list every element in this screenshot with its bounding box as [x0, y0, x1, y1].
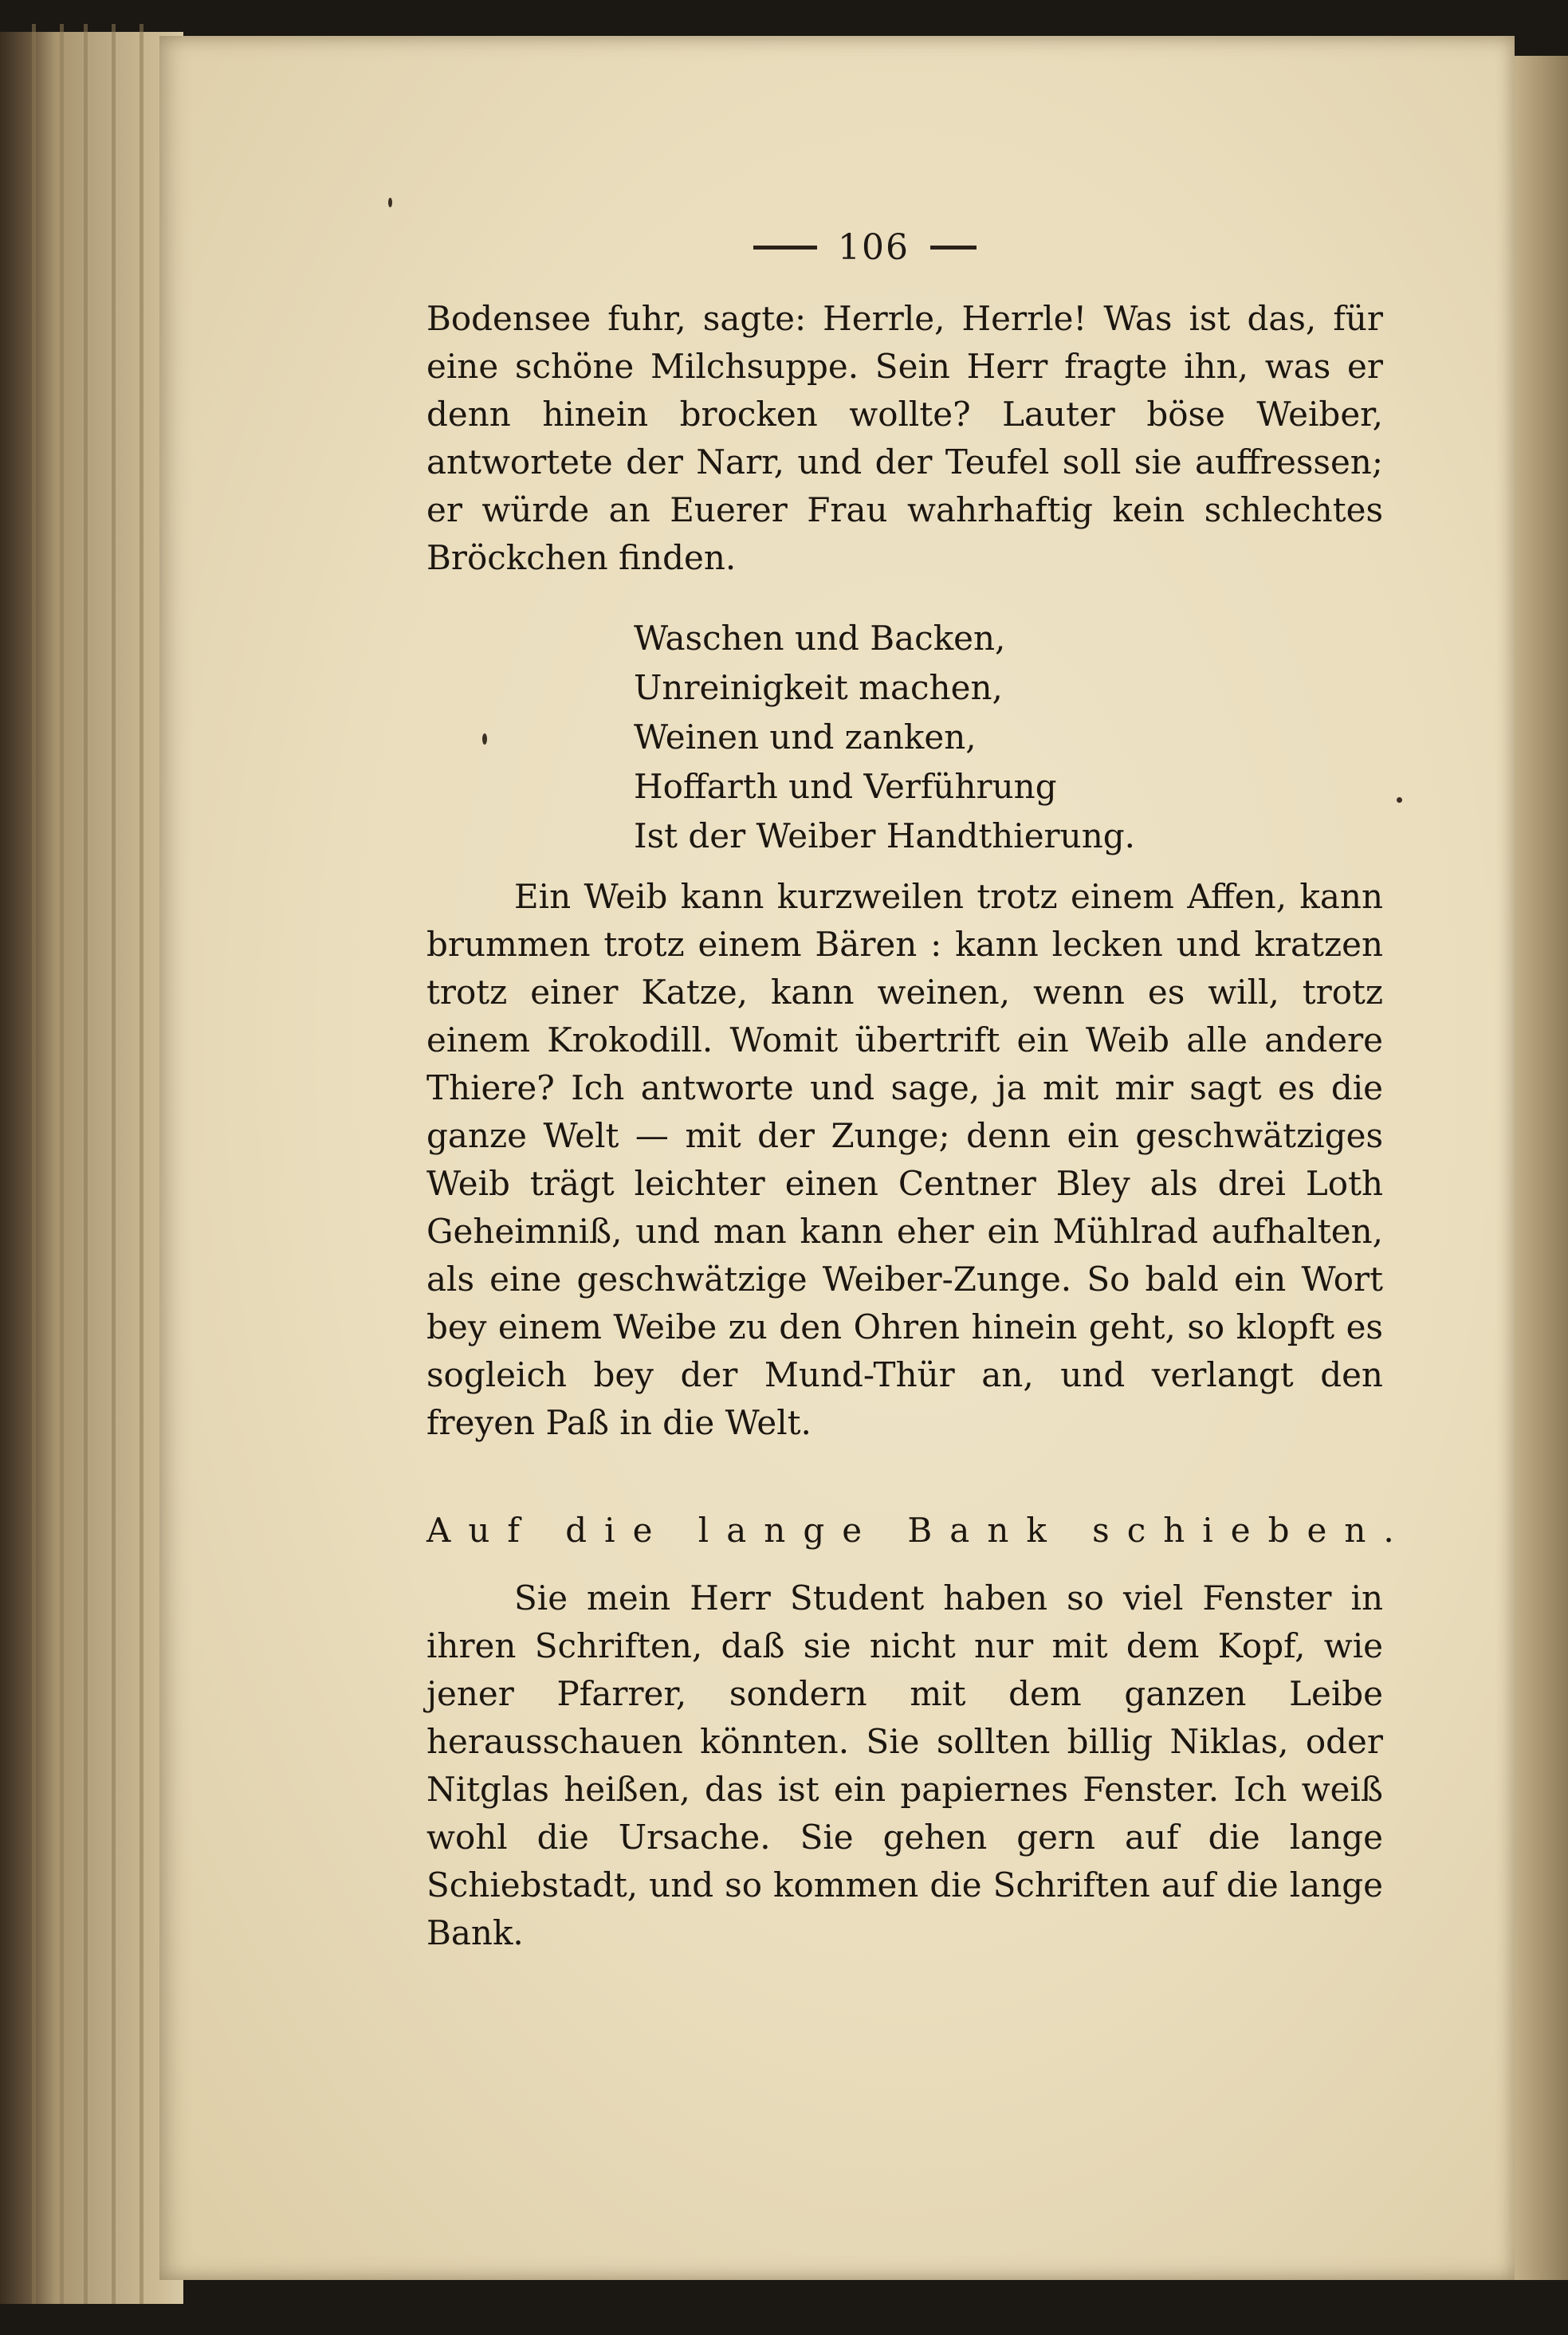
verse-line: Unreinigkeit machen, [634, 668, 1003, 707]
verse-line: Waschen und Backen, [634, 619, 1006, 658]
page-edge [32, 24, 36, 2304]
header-dash-right [930, 246, 977, 250]
ink-speck [388, 198, 392, 207]
page-edge [60, 24, 64, 2304]
ink-speck [1397, 797, 1402, 803]
page-number: 106 [838, 227, 910, 268]
page-edge [84, 24, 88, 2304]
page-edge [112, 24, 116, 2304]
section-heading: Auf die lange Bank schieben. [426, 1511, 1412, 1550]
verse-line: Hoffarth und Verführung [634, 767, 1057, 806]
page-edge [140, 24, 143, 2304]
paragraph-continuation: Bodensee fuhr, sagte: Herrle, Herrle! Was ist das, für eine schöne Milchsuppe. Sein Herr fragte ihn, was er denn hinein brocken wollte? Lauter böse Weiber, antwortete der Narr, und der Teufel soll sie auffressen; er würde an Euerer Frau wahrhaftig kein schlechtes Bröckchen finden. [426, 299, 1383, 577]
header-dash-left [753, 246, 817, 250]
book-fore-edge [0, 32, 183, 2304]
verse [634, 614, 1271, 861]
verse-line: Weinen und zanken, [634, 717, 977, 757]
paragraph-weib: Ein Weib kann kurzweilen trotz einem Affen, kann brummen trotz einem Bären : kann lecken und kratzen trotz einer Katze, kann weinen, wenn es will, trotz einem Krokodill. Womit übertrift ein Weib alle andere Thiere? Ich antworte und sage, ja mit mir sagt es die ganze Welt — mit der Zunge; denn ein geschwätziges Weib trägt leichter einen Centner Bley als drei Loth Geheimniß, und man kann eher ein Mühlrad aufhalten, als eine geschwätzige Weiber-Zunge. So bald ein Wort bey einem Weibe zu den Ohren hinein geht, so klopft es sogleich bey der Mund-Thür an, und verlangt den freyen Paß in die Welt. [426, 877, 1383, 1442]
facing-page-edge [1511, 56, 1568, 2280]
paragraph-student: Sie mein Herr Student haben so viel Fenster in ihren Schriften, daß sie nicht nur mit dem Kopf, wie jener Pfarrer, sondern mit dem ganzen Leibe herausschauen könnten. Sie sollten billig Niklas, oder Nitglas heißen, das ist ein papiernes Fenster. Ich weiß wohl die Ursache. Sie gehen gern auf die lange Schiebstadt, und so kommen die Schriften auf die lange Bank. [426, 1578, 1383, 1952]
verse-line: Ist der Weiber Handthierung. [634, 816, 1135, 855]
page-header [753, 227, 977, 268]
ink-speck [482, 733, 487, 745]
